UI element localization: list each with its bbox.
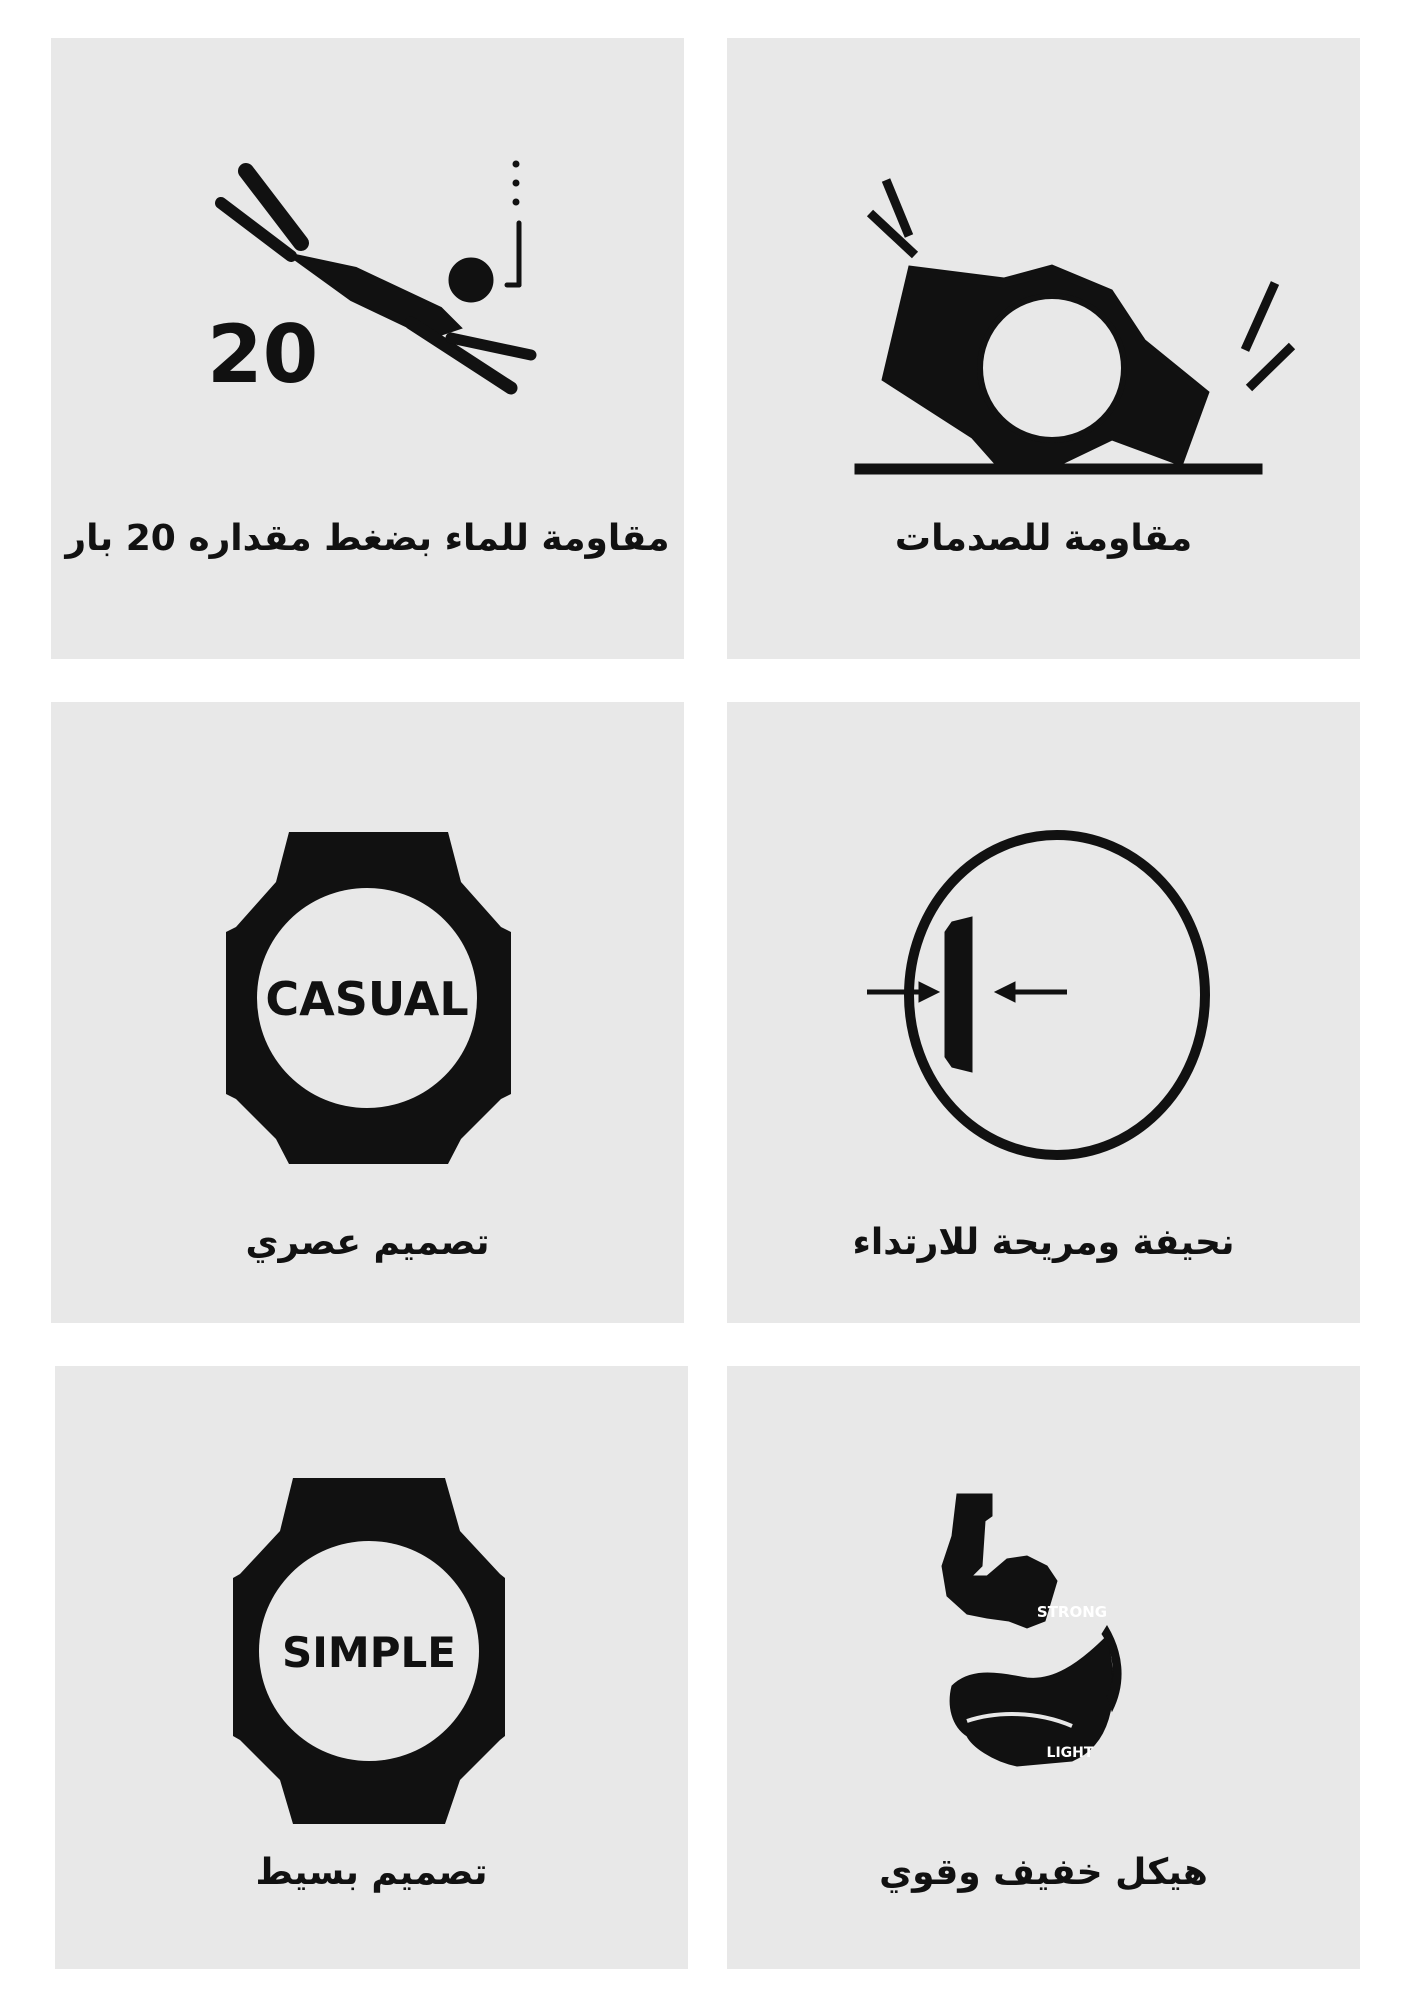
feature-caption: هيكل خفيف وقوي <box>879 1852 1208 1893</box>
watch-face-label: SIMPLE <box>282 1628 456 1677</box>
feature-card-simple-design <box>55 1366 688 1969</box>
feature-caption: تصميم بسيط <box>255 1852 488 1893</box>
depth-label: 20 <box>207 308 319 401</box>
feature-card-water-resistance <box>51 38 684 659</box>
strong-label: STRONG <box>1036 1603 1108 1621</box>
feature-card-casual-design <box>51 702 684 1323</box>
shock-resistant-watch-icon <box>727 38 1360 659</box>
feature-card-shock-resistance <box>727 38 1360 659</box>
light-label: LIGHT <box>1046 1745 1094 1761</box>
feature-caption: نحيفة ومريحة للارتداء <box>852 1222 1235 1263</box>
diver-icon <box>51 38 684 659</box>
feature-card-light-strong <box>727 1366 1360 1969</box>
watch-face-label: CASUAL <box>265 972 469 1026</box>
feature-card-slim-comfortable <box>727 702 1360 1323</box>
feature-caption: تصميم عصري <box>245 1222 490 1263</box>
feature-caption: مقاومة للماء بضغط مقداره 20 بار <box>65 518 670 559</box>
feature-caption: مقاومة للصدمات <box>894 518 1193 559</box>
